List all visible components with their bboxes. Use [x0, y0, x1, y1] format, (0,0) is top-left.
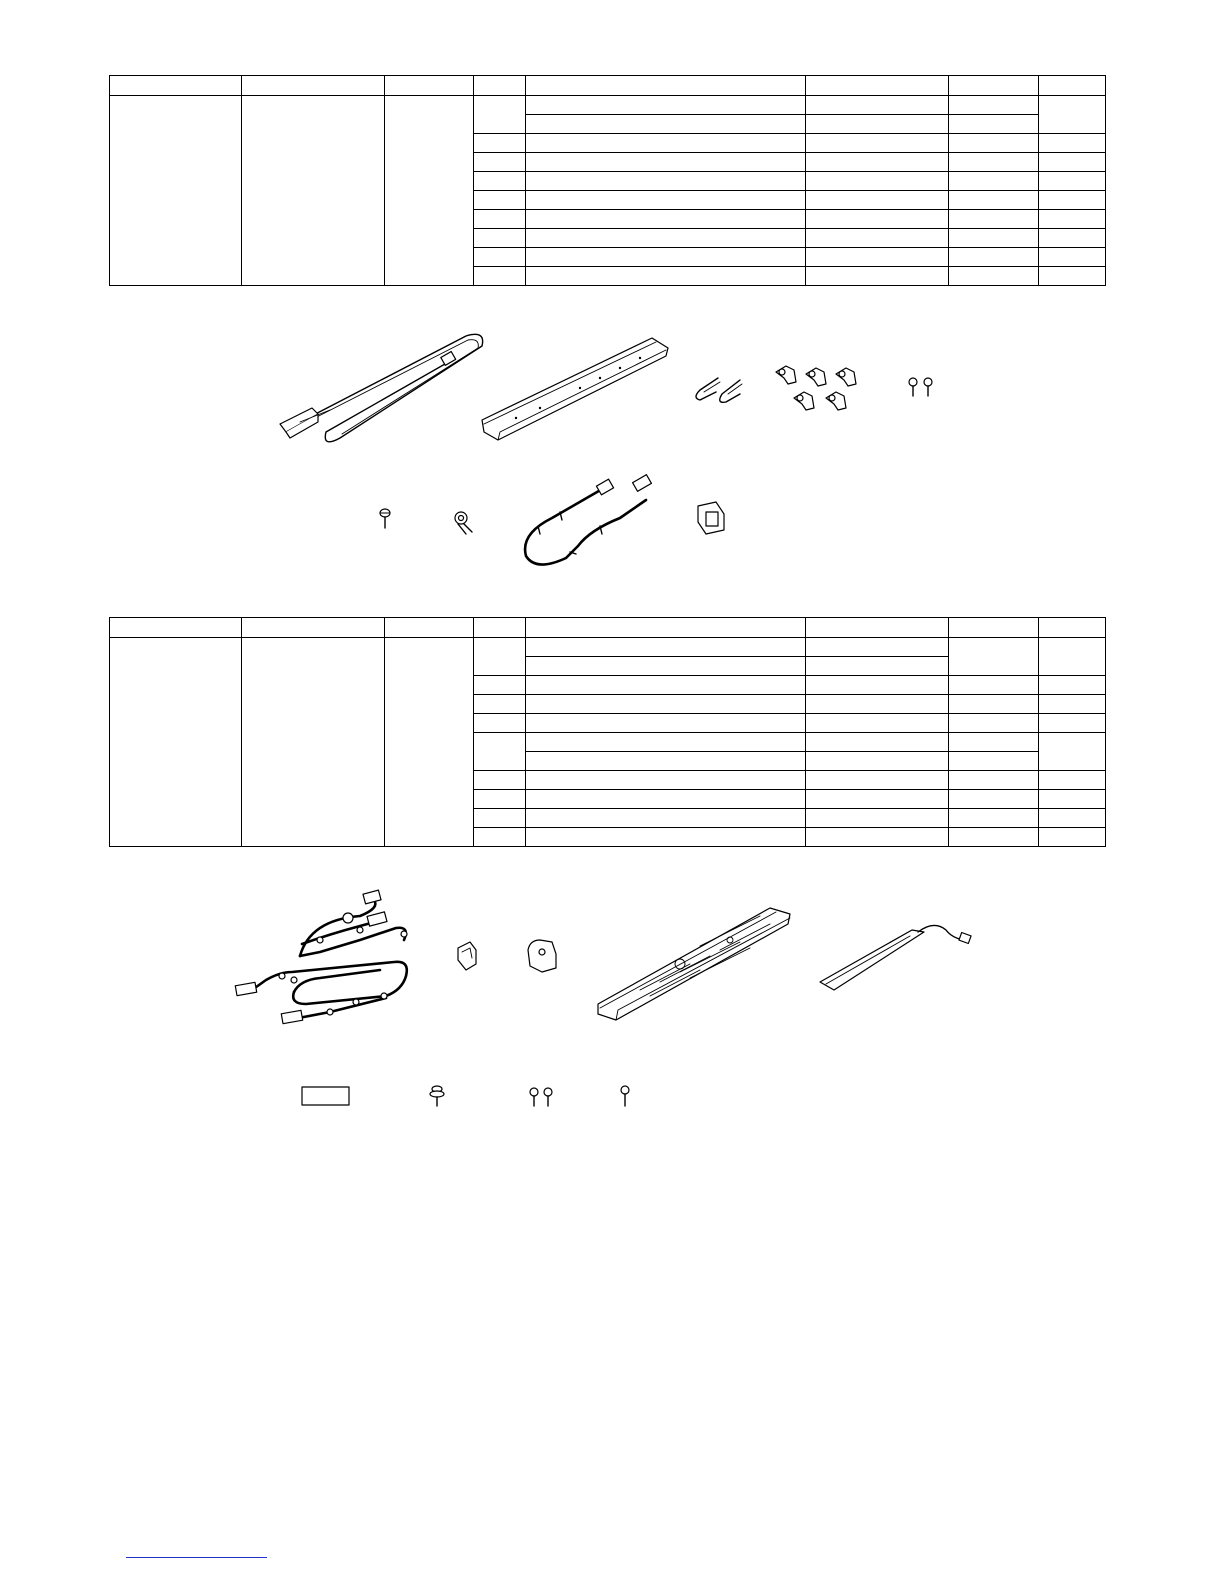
part-code-cell: [806, 191, 949, 210]
quantity-cell: [949, 695, 1039, 714]
table-row: [110, 638, 1106, 657]
part-name-cell: [526, 248, 806, 267]
header-cell: [1039, 618, 1106, 638]
model-cell: [110, 96, 242, 286]
part-name-cell: [526, 733, 806, 752]
item-number-cell: [474, 828, 526, 847]
remarks-cell: [1039, 191, 1106, 210]
part-name-cell: [526, 657, 806, 676]
quantity-cell: [949, 210, 1039, 229]
ferrite-clip-icon: [528, 940, 556, 972]
quantity-cell: [949, 153, 1039, 172]
remarks-cell: [1039, 210, 1106, 229]
remarks-cell: [1039, 809, 1106, 828]
flange-screw-icon: [430, 1086, 444, 1106]
remarks-cell: [1039, 790, 1106, 809]
table-header-row: [110, 76, 1106, 96]
parts-illustrations-2: [0, 880, 1224, 1120]
part-code-cell: [806, 771, 949, 790]
item-number-cell: [474, 809, 526, 828]
item-number-cell: [474, 172, 526, 191]
header-cell: [385, 76, 474, 96]
remarks-cell: [1039, 172, 1106, 191]
part-name-cell: [526, 229, 806, 248]
header-cell: [110, 76, 242, 96]
part-name-cell: [526, 828, 806, 847]
screw-icon: [621, 1086, 629, 1106]
quantity-cell: [949, 790, 1039, 809]
item-number-cell: [474, 771, 526, 790]
part-code-cell: [806, 733, 949, 752]
wire-harness-assembly-icon: [235, 890, 407, 1024]
item-number-cell: [474, 248, 526, 267]
quantity-cell: [949, 809, 1039, 828]
part-name-cell: [526, 210, 806, 229]
sensor-bar-icon: [820, 925, 971, 990]
cable-clip-icon: [458, 942, 476, 970]
parts-illustrations-1: [0, 320, 1224, 560]
cable-clip-icon: [455, 512, 472, 534]
screw-icon: [380, 509, 390, 528]
quantity-cell: [949, 828, 1039, 847]
item-number-cell: [474, 229, 526, 248]
part-code-cell: [806, 638, 949, 657]
item-number-cell: [474, 714, 526, 733]
part-code-cell: [806, 229, 949, 248]
part-name-cell: [526, 191, 806, 210]
part-code-cell: [806, 210, 949, 229]
part-code-cell: [806, 657, 949, 676]
item-number-cell: [474, 153, 526, 172]
header-cell: [110, 618, 242, 638]
header-cell: [949, 76, 1039, 96]
remarks-cell: [1039, 229, 1106, 248]
option-name-cell: [242, 638, 385, 847]
quantity-cell: [949, 248, 1039, 267]
quantity-cell: [949, 115, 1039, 134]
part-name-cell: [526, 790, 806, 809]
part-code-cell: [806, 115, 949, 134]
part-code-cell: [806, 96, 949, 115]
header-cell: [526, 76, 806, 96]
sensor-cable-icon: [280, 334, 483, 441]
remarks-cell: [1039, 771, 1106, 790]
part-name-cell: [526, 172, 806, 191]
quantity-cell: [949, 638, 1039, 676]
header-cell: [526, 618, 806, 638]
remarks-cell: [1039, 676, 1106, 695]
table-header-row: [110, 618, 1106, 638]
part-code-cell: [806, 267, 949, 286]
quantity-cell: [949, 172, 1039, 191]
quantity-cell: [949, 96, 1039, 115]
footer-rule: [126, 1557, 267, 1558]
code-cell: [385, 638, 474, 847]
part-code-cell: [806, 676, 949, 695]
part-name-cell: [526, 771, 806, 790]
item-number-cell: [474, 790, 526, 809]
remarks-cell: [1039, 134, 1106, 153]
part-name-cell: [526, 714, 806, 733]
model-cell: [110, 638, 242, 847]
part-code-cell: [806, 752, 949, 771]
label-plate-icon: [302, 1087, 349, 1105]
part-name-cell: [526, 115, 806, 134]
part-name-cell: [526, 676, 806, 695]
part-name-cell: [526, 96, 806, 115]
part-code-cell: [806, 809, 949, 828]
code-cell: [385, 96, 474, 286]
part-name-cell: [526, 153, 806, 172]
quantity-cell: [949, 714, 1039, 733]
item-number-cell: [474, 638, 526, 676]
remarks-cell: [1039, 248, 1106, 267]
option-name-cell: [242, 96, 385, 286]
part-code-cell: [806, 828, 949, 847]
header-cell: [242, 618, 385, 638]
part-name-cell: [526, 638, 806, 657]
quantity-cell: [949, 229, 1039, 248]
item-number-cell: [474, 134, 526, 153]
parts-table-1: [109, 75, 1106, 286]
item-number-cell: [474, 676, 526, 695]
screw-pair-icon: [909, 378, 932, 396]
remarks-cell: [1039, 153, 1106, 172]
quantity-cell: [949, 733, 1039, 752]
remarks-cell: [1039, 828, 1106, 847]
remarks-cell: [1039, 267, 1106, 286]
item-number-cell: [474, 695, 526, 714]
remarks-cell: [1039, 638, 1106, 676]
rail-bracket-icon: [598, 908, 790, 1020]
hook-pair-icon: [696, 378, 742, 402]
header-cell: [474, 618, 526, 638]
item-number-cell: [474, 210, 526, 229]
item-number-cell: [474, 267, 526, 286]
part-code-cell: [806, 714, 949, 733]
part-name-cell: [526, 134, 806, 153]
quantity-cell: [949, 752, 1039, 771]
part-name-cell: [526, 809, 806, 828]
item-number-cell: [474, 96, 526, 134]
quantity-cell: [949, 676, 1039, 695]
remarks-cell: [1039, 733, 1106, 771]
part-code-cell: [806, 790, 949, 809]
header-cell: [385, 618, 474, 638]
header-cell: [474, 76, 526, 96]
part-code-cell: [806, 248, 949, 267]
wire-clamp-set-icon: [776, 366, 856, 410]
item-number-cell: [474, 733, 526, 771]
parts-table-2: [109, 617, 1106, 847]
part-code-cell: [806, 695, 949, 714]
quantity-cell: [949, 771, 1039, 790]
part-name-cell: [526, 695, 806, 714]
header-cell: [1039, 76, 1106, 96]
part-name-cell: [526, 752, 806, 771]
ferrite-core-icon: [698, 502, 724, 534]
remarks-cell: [1039, 96, 1106, 134]
header-cell: [242, 76, 385, 96]
part-name-cell: [526, 267, 806, 286]
quantity-cell: [949, 134, 1039, 153]
table-row: [110, 96, 1106, 115]
header-cell: [806, 76, 949, 96]
quantity-cell: [949, 191, 1039, 210]
header-cell: [949, 618, 1039, 638]
wire-harness-icon: [525, 475, 651, 565]
mounting-plate-icon: [482, 338, 668, 440]
part-code-cell: [806, 172, 949, 191]
item-number-cell: [474, 191, 526, 210]
quantity-cell: [949, 267, 1039, 286]
part-code-cell: [806, 153, 949, 172]
remarks-cell: [1039, 695, 1106, 714]
part-code-cell: [806, 134, 949, 153]
screw-pair-icon: [530, 1088, 552, 1106]
remarks-cell: [1039, 714, 1106, 733]
header-cell: [806, 618, 949, 638]
